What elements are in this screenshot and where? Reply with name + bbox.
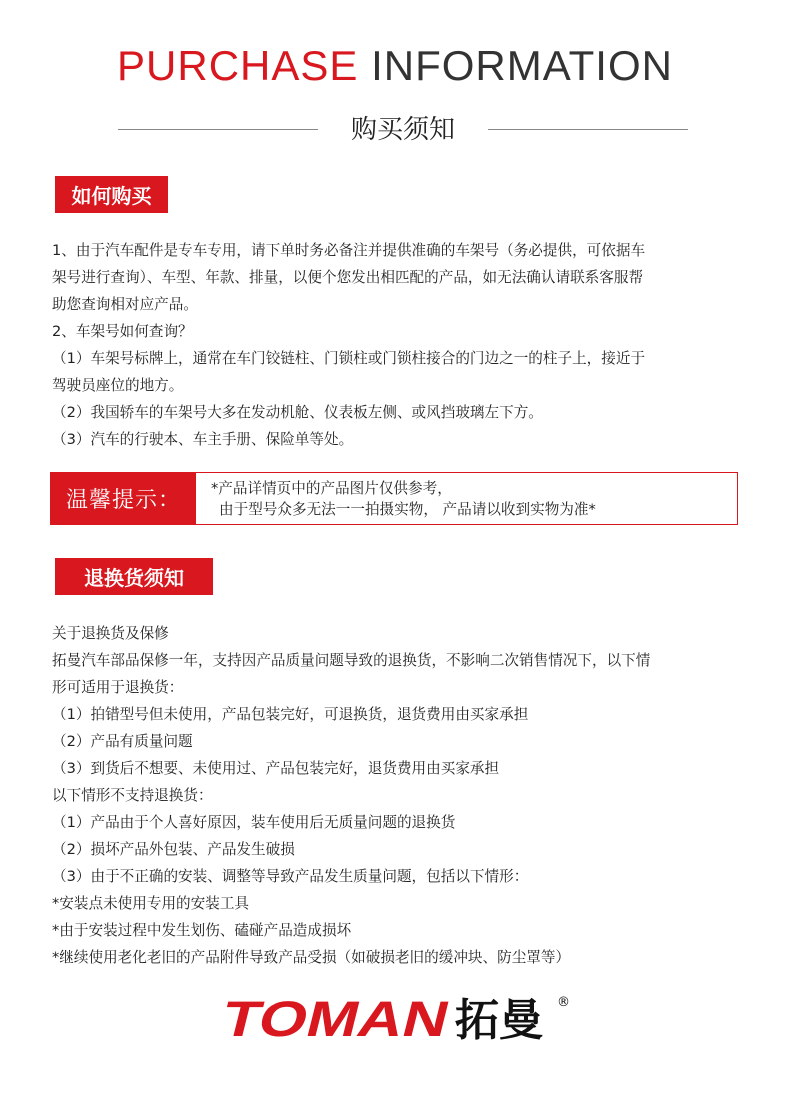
text-line: 以下情形不支持退换货：	[52, 787, 213, 804]
section-tag-returns: 退换货须知	[55, 558, 213, 595]
text-line: （1）拍错型号但未使用，产品包装完好，可退换货，退货费用由买家承担	[52, 706, 529, 723]
text-line: （1）车架号标牌上，通常在车门铰链柱、门锁柱或门锁柱接合的门边之一的柱子上，接近于	[52, 350, 646, 367]
text-line: 助您查询相对应产品。	[52, 296, 198, 313]
divider-right	[488, 129, 688, 130]
page-title-cn: 购买须知	[350, 115, 455, 145]
page-subtitle-row	[118, 110, 688, 150]
tip-line-2: 由于型号众多无法一一拍摄实物， 产品请以收到实物为准*	[219, 501, 596, 518]
text-line: *由于安装过程中发生划伤、磕碰产品造成损坏	[52, 922, 352, 939]
text-line: （1）产品由于个人喜好原因，装车使用后无质量问题的退换货	[52, 814, 456, 831]
text-line: 驾驶员座位的地方。	[52, 377, 184, 394]
text-line: 关于退换货及保修	[52, 625, 169, 642]
text-line: （2）损坏产品外包装、产品发生破损	[52, 841, 295, 858]
text-line: （2）我国轿车的车架号大多在发动机舱、仪表板左侧、或风挡玻璃左下方。	[52, 404, 543, 421]
title-en-information: INFORMATION	[371, 42, 673, 89]
text-line: 1、由于汽车配件是专车专用，请下单时务必备注并提供准确的车架号（务必提供，可依据车	[52, 242, 646, 259]
text-line: （3）到货后不想要、未使用过、产品包装完好，退货费用由买家承担	[52, 760, 500, 777]
section-tag-how-to-buy: 如何购买	[55, 176, 168, 213]
text-line: 2、车架号如何查询？	[52, 323, 193, 340]
how-to-buy-text	[52, 237, 742, 453]
warm-tip-text	[211, 478, 596, 520]
title-en-purchase: PURCHASE	[117, 42, 359, 89]
text-line: 架号进行查询）、车型、年款、排量，以便个您发出相匹配的产品，如无法确认请联系客服帮	[52, 269, 644, 286]
text-line: （3）由于不正确的安装、调整等导致产品发生质量问题，包括以下情形：	[52, 868, 529, 885]
text-line: （2）产品有质量问题	[52, 733, 193, 750]
warm-tip-box	[50, 472, 738, 525]
logo-brand-cn: 拓曼	[455, 995, 543, 1046]
page-title-en	[0, 42, 790, 90]
text-line: *安装点未使用专用的安装工具	[52, 895, 250, 912]
logo-brand-en: TOMAN	[216, 990, 413, 1047]
text-line: （3）汽车的行驶本、车主手册、保险单等处。	[52, 431, 354, 448]
text-line: *继续使用老化老旧的产品附件导致产品受损（如破损老旧的缓冲块、防尘罩等）	[52, 949, 571, 966]
text-line: 拓曼汽车部品保修一年，支持因产品质量问题导致的退换货，不影响二次销售情况下，以下情	[52, 652, 651, 669]
warm-tip-label: 温馨提示：	[51, 473, 196, 524]
toman-logo	[215, 988, 575, 1048]
returns-text	[52, 620, 742, 971]
registered-mark: ®	[557, 995, 570, 1010]
tip-line-1: *产品详情页中的产品图片仅供参考，	[211, 480, 452, 497]
text-line: 形可适用于退换货：	[52, 679, 184, 696]
